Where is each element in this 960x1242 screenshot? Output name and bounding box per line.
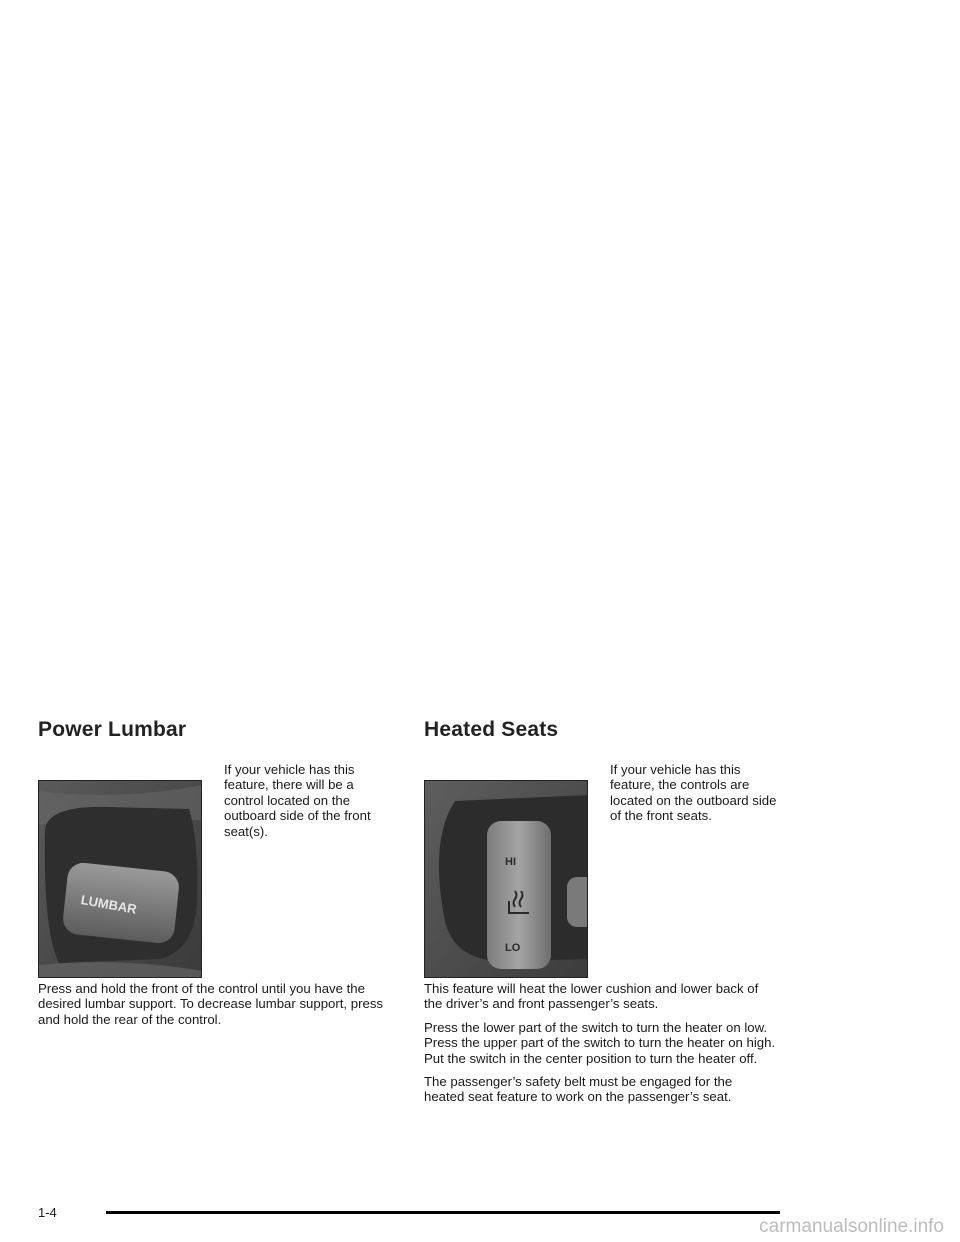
heated-seats-figure-row (424, 762, 776, 967)
power-lumbar-section (38, 718, 390, 1035)
power-lumbar-body (38, 981, 390, 1027)
heated-seats-heading: Heated Seats (424, 718, 559, 741)
power-lumbar-figure-row (38, 762, 390, 967)
power-lumbar-side-text: If your vehicle has this feature, there will be a control located on the outboard side of the front seat(s). (224, 762, 371, 839)
lumbar-label-text: LUMBAR (79, 892, 138, 917)
power-lumbar-paragraph: Press and hold the front of the control until you have the desired lumbar support. To decrease lumbar support, press and hold the rear of the control. (38, 981, 384, 1027)
heated-seats-side-text: If your vehicle has this feature, the controls are located on the outboard side of the front seats. (610, 762, 777, 824)
power-lumbar-heading: Power Lumbar (38, 718, 187, 741)
page-number: 1-4 (38, 1205, 57, 1220)
heat-hi-label: HI (505, 856, 516, 868)
heated-seats-body (424, 981, 776, 1105)
site-watermark: carmanualsonline.info (759, 1216, 944, 1237)
heated-seats-paragraph: This feature will heat the lower cushion and lower back of the driver’s and front passenger’s seats. (424, 981, 759, 1012)
heat-lo-label: LO (505, 942, 521, 954)
heated-seats-paragraph: The passenger’s safety belt must be engaged for the heated seat feature to work on the passenger’s seat. (424, 1074, 733, 1105)
footer-rule (106, 1211, 780, 1214)
heated-seats-paragraph: Press the lower part of the switch to turn the heater on low. Press the upper part of the switch to turn the heater on high. Put the switch in the center position to turn the heater off. (424, 1019, 776, 1066)
heated-seats-section (424, 718, 776, 1113)
heated-seat-switch-photo (424, 780, 588, 978)
lumbar-control-photo (38, 780, 202, 978)
